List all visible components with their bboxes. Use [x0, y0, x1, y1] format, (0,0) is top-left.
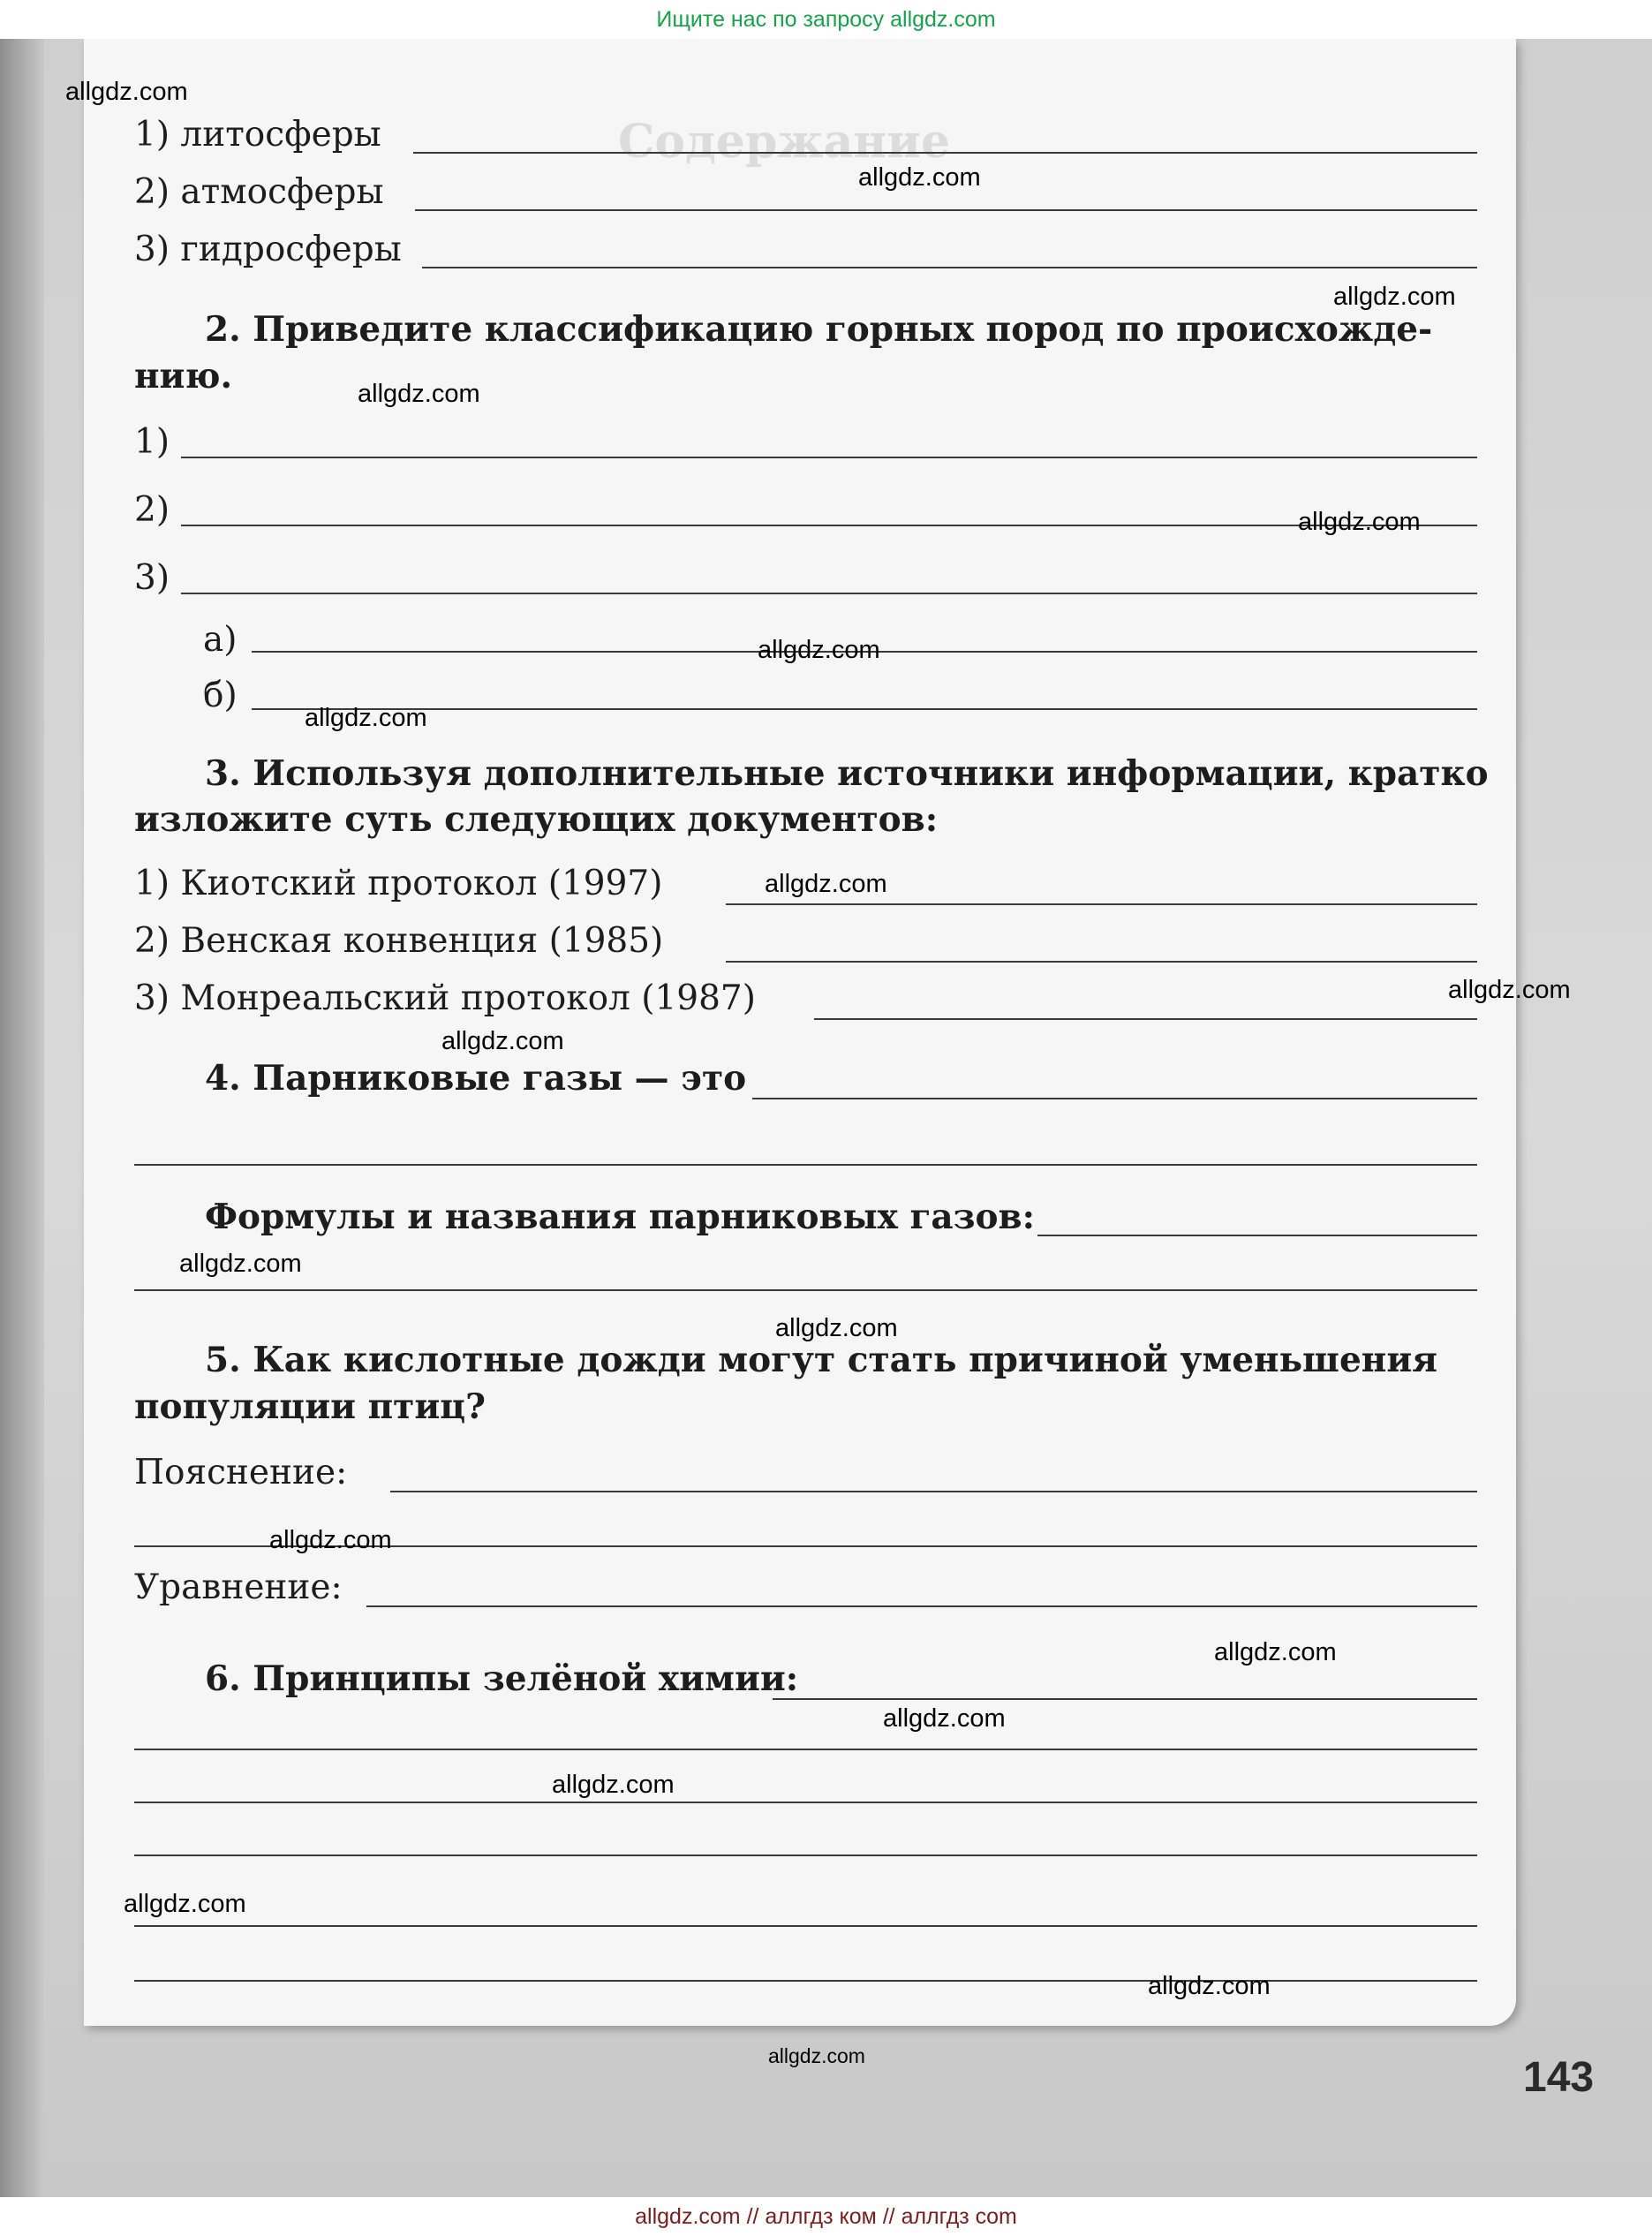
watermark: allgdz.com [1298, 508, 1421, 536]
answer-line[interactable] [413, 152, 1477, 154]
background-heading: Содержание [618, 115, 951, 169]
question-2-title: 2. Приведите классификацию горных пород по происхожде- [205, 309, 1433, 350]
watermark: allgdz.com [1448, 976, 1571, 1004]
question-4-title: 4. Парниковые газы — это [205, 1058, 747, 1099]
q2-item-3: 3) [134, 558, 170, 598]
question-5-title: 5. Как кислотные дожди могут стать причиной уменьшения [205, 1340, 1438, 1380]
answer-line[interactable] [134, 1855, 1477, 1856]
answer-line[interactable] [366, 1605, 1477, 1607]
answer-line[interactable] [134, 1925, 1477, 1927]
greenhouse-formulas-label: Формулы и названия парниковых газов: [205, 1197, 1036, 1237]
q3-item-montreal: 3) Монреальский протокол (1987) [134, 978, 756, 1018]
item-lithosphere: 1) литосферы [134, 115, 381, 155]
watermark: allgdz.com [1333, 283, 1456, 311]
answer-line[interactable] [1037, 1235, 1477, 1236]
watermark: allgdz.com [552, 1771, 675, 1799]
watermark: allgdz.com [65, 78, 188, 106]
answer-line[interactable] [134, 1164, 1477, 1166]
answer-line[interactable] [134, 1749, 1477, 1750]
bottom-banner[interactable]: allgdz.com // аллгдз ком // аллгдз com [0, 2197, 1652, 2236]
explanation-label: Пояснение: [134, 1453, 348, 1492]
watermark: allgdz.com [858, 163, 981, 192]
watermark: allgdz.com [305, 704, 427, 732]
answer-line[interactable] [390, 1491, 1477, 1492]
page-number: 143 [1523, 2054, 1595, 2101]
question-2-title-cont: нию. [134, 356, 233, 397]
answer-line[interactable] [134, 1289, 1477, 1291]
q2-subitem-a: а) [203, 620, 238, 660]
answer-line[interactable] [252, 708, 1477, 710]
question-6-title: 6. Принципы зелёной химии: [205, 1658, 799, 1699]
question-3-title: 3. Используя дополнительные источники информации, кратко [205, 753, 1489, 794]
answer-line[interactable] [726, 903, 1477, 905]
q2-item-1: 1) [134, 422, 170, 462]
watermark: allgdz.com [775, 1314, 898, 1342]
answer-line[interactable] [415, 209, 1477, 211]
answer-line[interactable] [134, 1802, 1477, 1803]
watermark: allgdz.com [269, 1526, 392, 1554]
equation-label: Уравнение: [134, 1567, 343, 1607]
top-banner[interactable]: Ищите нас по запросу allgdz.com [0, 0, 1652, 39]
watermark: allgdz.com [441, 1027, 564, 1055]
watermark: allgdz.com [883, 1704, 1006, 1733]
q2-item-2: 2) [134, 490, 170, 530]
answer-line[interactable] [134, 1980, 1477, 1982]
watermark: allgdz.com [1214, 1638, 1337, 1666]
watermark: allgdz.com [179, 1250, 302, 1278]
watermark: allgdz.com [124, 1890, 246, 1918]
answer-line[interactable] [726, 961, 1477, 963]
watermark: allgdz.com [758, 636, 880, 664]
answer-line[interactable] [422, 267, 1477, 268]
answer-line[interactable] [752, 1098, 1477, 1099]
item-hydrosphere: 3) гидросферы [134, 230, 402, 269]
watermark: allgdz.com [768, 2044, 865, 2067]
watermark: allgdz.com [358, 380, 480, 408]
q2-subitem-b: б) [203, 676, 238, 715]
item-atmosphere: 2) атмосферы [134, 172, 384, 212]
watermark: allgdz.com [765, 870, 887, 898]
book-spine-shadow [0, 39, 44, 2197]
q3-item-kyoto: 1) Киотский протокол (1997) [134, 864, 663, 903]
watermark: allgdz.com [1148, 1972, 1271, 2000]
question-3-title-cont: изложите суть следующих документов: [134, 799, 939, 840]
answer-line[interactable] [773, 1698, 1477, 1700]
answer-line[interactable] [181, 457, 1477, 458]
answer-line[interactable] [181, 593, 1477, 594]
question-5-title-cont: популяции птиц? [134, 1386, 486, 1427]
q3-item-vienna: 2) Венская конвенция (1985) [134, 921, 664, 961]
answer-line[interactable] [181, 525, 1477, 526]
answer-line[interactable] [814, 1018, 1477, 1020]
